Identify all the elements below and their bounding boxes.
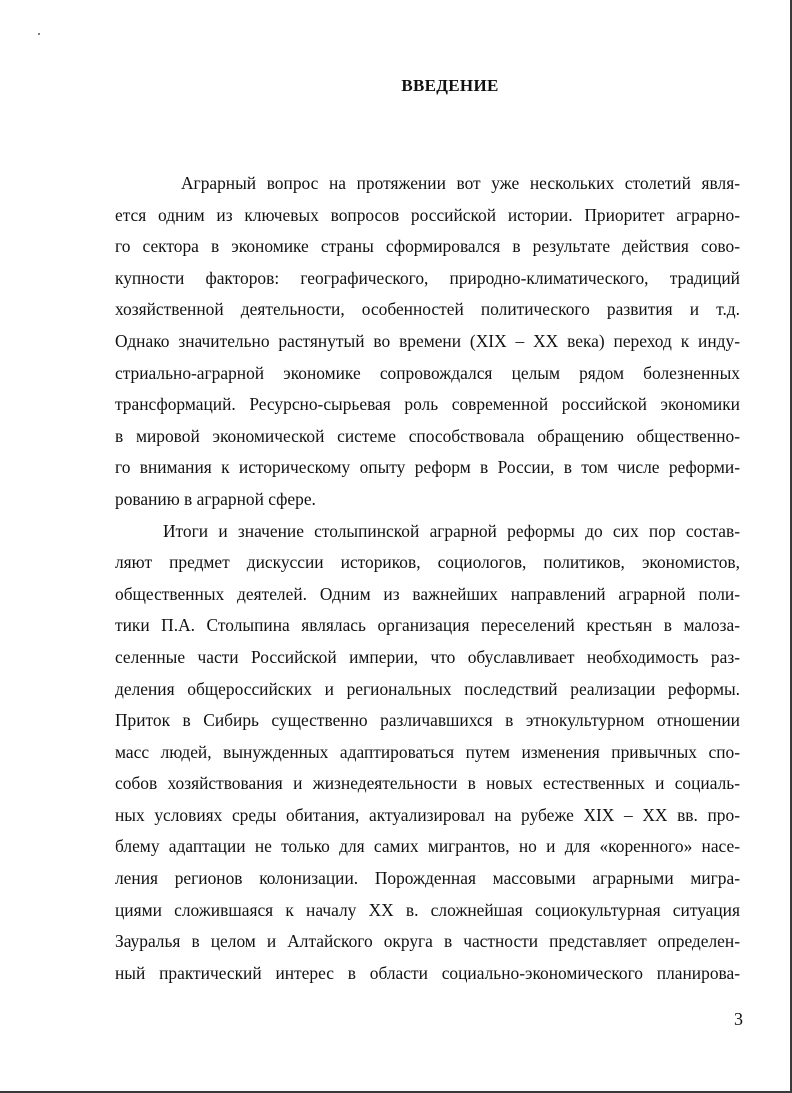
paragraph-line: селенные части Российской империи, что обуславливает необходимость раз- xyxy=(115,646,740,667)
page-number: 3 xyxy=(734,1009,743,1029)
paragraph-line: ления регионов колонизации. Порожденная массовыми аграрными мигра- xyxy=(115,868,740,889)
paragraph-line: ляют предмет дискуссии историков, социологов, политиков, экономистов, xyxy=(115,552,740,573)
paragraph-line: трансформаций. Ресурсно-сырьевая роль современной российской экономики xyxy=(115,394,740,415)
paragraph-line: общественных деятелей. Одним из важнейших направлений аграрной поли- xyxy=(115,583,740,604)
paragraph-line: Зауралья в целом и Алтайского округа в частности представляет определен- xyxy=(115,931,740,952)
paragraph-line: в мировой экономической системе способствовала обращению общественно- xyxy=(115,425,740,446)
paragraph-line: Однако значительно растянутый во времени (XIX – XX века) переход к инду- xyxy=(115,330,740,351)
paragraph-line: масс людей, вынужденных адаптироваться путем изменения привычных спо- xyxy=(115,741,740,762)
paragraph-line: тики П.А. Столыпина являлась организация переселений крестьян в малоза- xyxy=(115,615,740,636)
paragraph-line: Приток в Сибирь существенно различавшихся в этнокультурном отношении xyxy=(115,710,740,731)
page-title: ВВЕДЕНИЕ xyxy=(401,76,499,95)
paragraph-line: ется одним из ключевых вопросов российской истории. Приоритет аграрно- xyxy=(115,204,740,225)
paragraph-line: стриально-аграрной экономике сопровождался целым рядом болезненных xyxy=(115,362,740,383)
paragraph-line: го внимания к историческому опыту реформ в России, в том числе реформи- xyxy=(115,457,740,478)
paragraph-line: Аграрный вопрос на протяжении вот уже нескольких столетий явля- xyxy=(181,173,740,193)
paragraph-2 xyxy=(115,516,740,990)
paragraph-line: деления общероссийских и региональных последствий реализации реформы. xyxy=(115,678,740,699)
paragraph-1 xyxy=(115,168,740,516)
paragraph-line: го сектора в экономике страны сформировался в результате действия сово- xyxy=(115,236,740,257)
paragraph-line: блему адаптации не только для самих мигрантов, но и для «коренного» насе- xyxy=(115,836,740,857)
paragraph-line: хозяйственной деятельности, особенностей политического развития и т.д. xyxy=(115,299,740,320)
paragraph-line: купности факторов: географического, природно-климатического, традиций xyxy=(115,267,740,288)
scan-speck xyxy=(38,33,40,35)
body-text xyxy=(115,168,740,989)
paragraph-line: ных условиях среды обитания, актуализировал на рубеже XIX – XX вв. про- xyxy=(115,804,740,825)
paragraph-line: рованию в аграрной сфере. xyxy=(115,488,316,509)
paragraph-line: собов хозяйствования и жизнедеятельности в новых естественных и социаль- xyxy=(115,773,740,794)
paragraph-line: циями сложившаяся к началу XX в. сложнейшая социокультурная ситуация xyxy=(115,899,740,920)
paragraph-line: Итоги и значение столыпинской аграрной реформы до сих пор состав- xyxy=(163,520,740,541)
paragraph-line: ный практический интерес в области социально-экономического планирова- xyxy=(115,962,740,983)
